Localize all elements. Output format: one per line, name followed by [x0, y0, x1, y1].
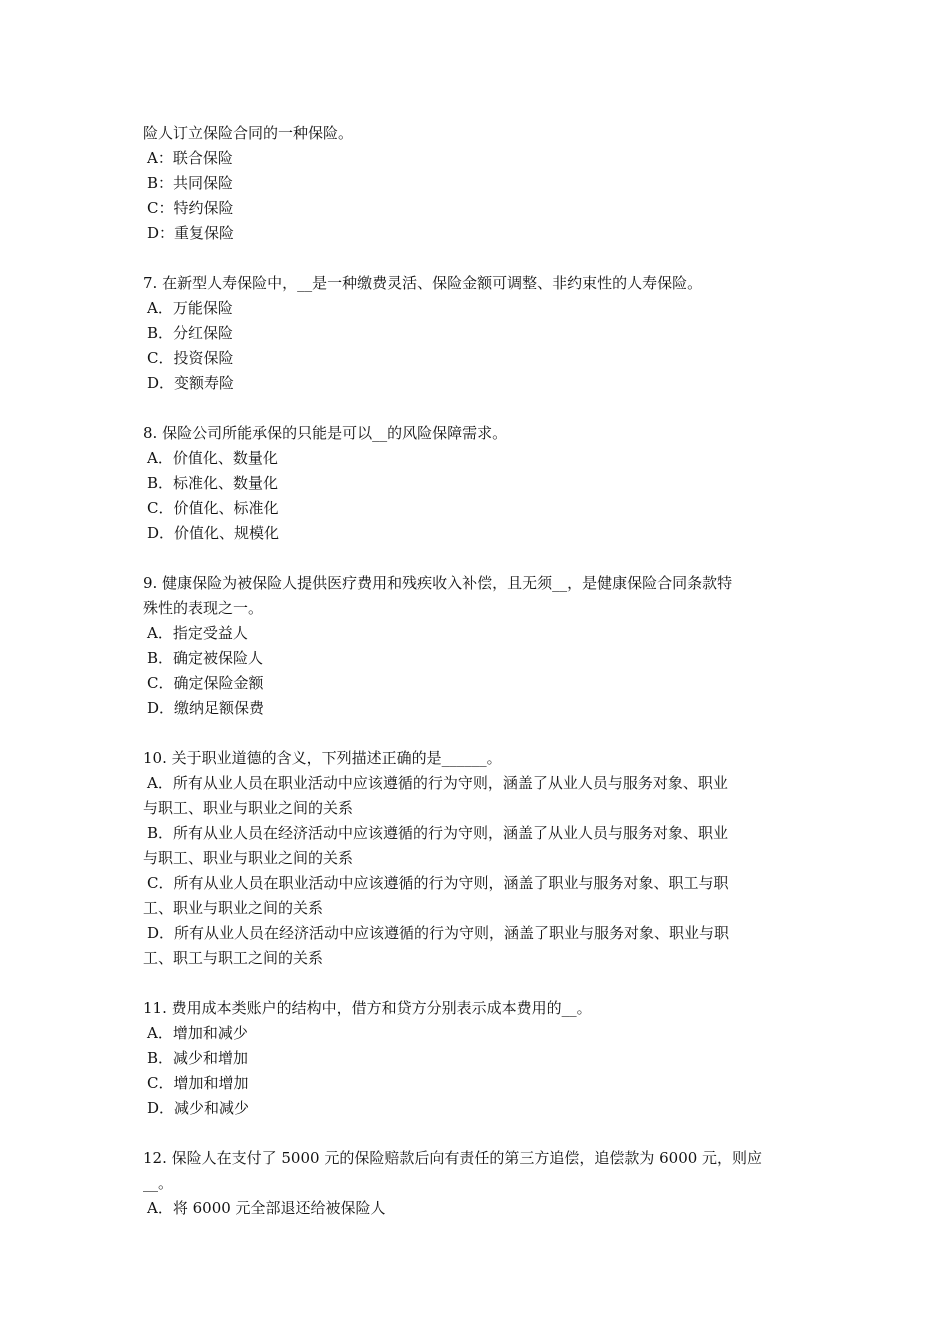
question-stem: 10. 关于职业道德的含义，下列描述正确的是______。: [143, 749, 502, 767]
option-d: D．价值化、规模化: [147, 524, 280, 542]
option-d: D．变额寿险: [147, 374, 235, 392]
option-d: D．缴纳足额保费: [147, 699, 265, 717]
option-c-line-1: C．所有从业人员在职业活动中应该遵循的行为守则，涵盖了职业与服务对象、职工与职: [147, 874, 729, 892]
spacer: [143, 1121, 813, 1146]
option-a-line-1: A．所有从业人员在职业活动中应该遵循的行为守则，涵盖了从业人员与服务对象、职业: [147, 774, 728, 792]
question-12: [143, 1146, 813, 1221]
option-b: [143, 821, 813, 871]
spacer: [143, 546, 813, 571]
question-stem: 8. 保险公司所能承保的只能是可以__的风险保障需求。: [143, 424, 508, 442]
option-a: [143, 771, 813, 821]
option-b: B．确定被保险人: [147, 649, 264, 667]
question-8: [143, 421, 813, 546]
option-b-line-1: B．所有从业人员在经济活动中应该遵循的行为守则，涵盖了从业人员与服务对象、职业: [147, 824, 729, 842]
question-stem: 险人订立保险合同的一种保险。: [143, 124, 354, 142]
option-a: A．增加和减少: [147, 1024, 248, 1042]
question-stem-line-2: 殊性的表现之一。: [143, 599, 264, 617]
spacer: [143, 396, 813, 421]
option-c: C．增加和增加: [147, 1074, 249, 1092]
option-a: A：联合保险: [147, 149, 233, 167]
option-a: A．价值化、数量化: [147, 449, 278, 467]
spacer: [143, 246, 813, 271]
option-d: D．减少和减少: [147, 1099, 250, 1117]
question-stem-line-1: 12. 保险人在支付了 5000 元的保险赔款后向有责任的第三方追偿，追偿款为 6000 元，则应: [143, 1149, 763, 1167]
question-stem-line-1: 9. 健康保险为被保险人提供医疗费用和残疾收入补偿，且无须__，是健康保险合同条款特: [143, 574, 733, 592]
option-b-line-2: 与职工、职业与职业之间的关系: [143, 849, 354, 867]
option-a: A．万能保险: [147, 299, 233, 317]
option-d: [143, 921, 813, 971]
spacer: [143, 721, 813, 746]
question-9: [143, 571, 813, 721]
option-c: C．确定保险金额: [147, 674, 264, 692]
option-b: B：共同保险: [147, 174, 234, 192]
option-c: C：特约保险: [147, 199, 234, 217]
option-a: A．指定受益人: [147, 624, 248, 642]
question-list: [143, 121, 813, 1221]
option-d-line-2: 工、职工与职工之间的关系: [143, 949, 324, 967]
option-c: C．投资保险: [147, 349, 234, 367]
option-c: [143, 871, 813, 921]
question-11: [143, 996, 813, 1121]
option-c: C．价值化、标准化: [147, 499, 279, 517]
question-7: [143, 271, 813, 396]
spacer: [143, 971, 813, 996]
option-b: B．标准化、数量化: [147, 474, 279, 492]
option-c-line-2: 工、职业与职业之间的关系: [143, 899, 324, 917]
option-a: A．将 6000 元全部退还给被保险人: [147, 1199, 386, 1217]
option-a-line-2: 与职工、职业与职业之间的关系: [143, 799, 354, 817]
question-10: [143, 746, 813, 971]
question-stem: 7. 在新型人寿保险中，__是一种缴费灵活、保险金额可调整、非约束性的人寿保险。: [143, 274, 703, 292]
question-stem: 11. 费用成本类账户的结构中，借方和贷方分别表示成本费用的__。: [143, 999, 592, 1017]
question-6: [143, 121, 813, 246]
option-b: B．减少和增加: [147, 1049, 249, 1067]
option-d-line-1: D．所有从业人员在经济活动中应该遵循的行为守则，涵盖了职业与服务对象、职业与职: [147, 924, 730, 942]
question-stem-line-2: __。: [143, 1174, 174, 1192]
option-d: D：重复保险: [147, 224, 235, 242]
option-b: B．分红保险: [147, 324, 234, 342]
